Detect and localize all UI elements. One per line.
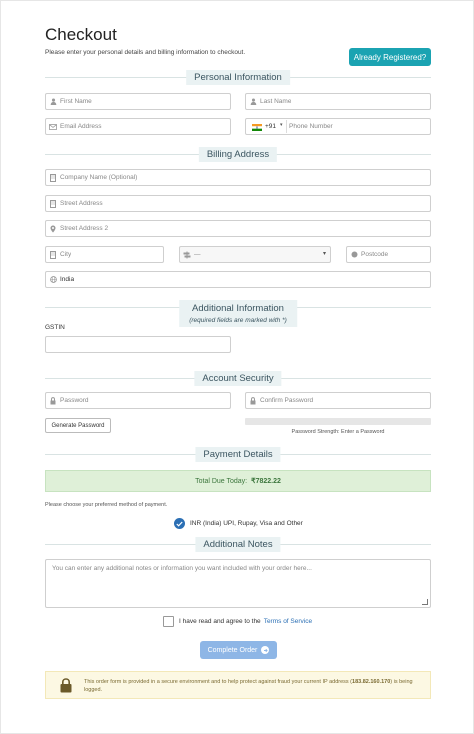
country-select[interactable] (45, 271, 431, 288)
section-title-notes: Additional Notes (195, 537, 280, 552)
user-icon (246, 94, 260, 109)
signpost-icon (180, 247, 194, 262)
email-placeholder: Email Address (60, 123, 102, 130)
tos-prefix: I have read and agree to the (179, 618, 261, 625)
password-placeholder: Password (60, 397, 89, 404)
map-marker-icon (46, 221, 60, 236)
section-title-additional-text: Additional Information (192, 303, 284, 314)
city-field[interactable] (45, 246, 164, 263)
caret-down-icon: ▾ (322, 251, 326, 257)
tos-checkbox[interactable] (163, 616, 174, 627)
payment-method-instructions: Please choose your preferred method of payment. (45, 502, 168, 508)
building-icon (46, 247, 60, 262)
complete-order-button[interactable] (200, 641, 277, 659)
section-title-payment: Payment Details (195, 447, 280, 462)
password-strength-bar (245, 418, 431, 425)
total-due-value: ₹7822.22 (251, 478, 281, 485)
radio-checked-icon[interactable] (174, 518, 185, 529)
first-name-placeholder: First Name (60, 98, 92, 105)
total-due-label: Total Due Today: (195, 477, 248, 485)
state-value: — (194, 251, 201, 258)
payment-method-label: INR (India) UPI, Rupay, Visa and Other (190, 520, 303, 527)
secure-environment-notice (45, 671, 431, 699)
last-name-placeholder: Last Name (260, 98, 292, 105)
india-flag-icon[interactable] (252, 124, 262, 131)
street-address-2-field[interactable] (45, 220, 431, 237)
payment-method-option[interactable] (174, 518, 303, 529)
user-icon (46, 94, 60, 109)
caret-down-icon[interactable]: ▾ (280, 122, 283, 128)
phone-placeholder: Phone Number (289, 123, 333, 130)
password-field[interactable] (45, 392, 231, 409)
postcode-field[interactable] (346, 246, 431, 263)
lock-icon (46, 393, 60, 408)
globe-icon (46, 272, 60, 287)
street-address-field[interactable] (45, 195, 431, 212)
street2-placeholder: Street Address 2 (60, 225, 109, 232)
ip-address: 183.82.160.170 (352, 679, 391, 685)
gstin-field[interactable] (45, 336, 231, 353)
lock-icon (60, 678, 72, 695)
section-title-security: Account Security (194, 371, 281, 386)
confirm-password-placeholder: Confirm Password (260, 397, 314, 404)
country-code[interactable]: +91 (265, 123, 277, 130)
gstin-label: GSTIN (45, 324, 65, 331)
arrow-right-circle-icon (261, 646, 269, 654)
building-icon (46, 170, 60, 185)
complete-order-label: Complete Order (207, 646, 258, 654)
already-registered-button[interactable]: Already Registered? (349, 48, 431, 66)
envelope-icon (46, 119, 60, 134)
section-title-personal: Personal Information (186, 70, 290, 85)
state-select[interactable] (179, 246, 331, 263)
company-placeholder: Company Name (Optional) (60, 174, 138, 181)
total-due-bar (45, 470, 431, 492)
password-strength-text: Password Strength: Enter a Password (291, 429, 385, 435)
confirm-password-field[interactable] (245, 392, 431, 409)
generate-password-button[interactable]: Generate Password (45, 418, 111, 433)
last-name-field[interactable] (245, 93, 431, 110)
tos-link[interactable]: Terms of Service (263, 618, 313, 625)
company-name-field[interactable] (45, 169, 431, 186)
notes-placeholder: You can enter any additional notes or information you want included with your order here... (52, 565, 312, 572)
lock-icon (246, 393, 260, 408)
required-note: (required fields are marked with *) (189, 317, 287, 324)
tos-agreement (163, 616, 312, 627)
page-title: Checkout (45, 25, 117, 44)
email-field[interactable] (45, 118, 231, 135)
divider (286, 120, 287, 133)
section-title-additional (179, 300, 297, 327)
page-subtitle: Please enter your personal details and billing information to checkout. (45, 49, 246, 56)
country-value: India (60, 276, 75, 283)
resize-handle-icon[interactable] (422, 599, 428, 605)
secure-notice-text-after: ) is being logged. (84, 679, 413, 693)
first-name-field[interactable] (45, 93, 231, 110)
section-title-billing: Billing Address (199, 147, 277, 162)
phone-field[interactable] (245, 118, 431, 135)
secure-notice-text-before: This order form is provided in a secure environment and to help protect against fraud your current IP address ( (84, 679, 353, 685)
street-placeholder: Street Address (60, 200, 103, 207)
city-placeholder: City (60, 251, 72, 258)
secure-notice-text (84, 678, 424, 694)
circle-icon (347, 247, 361, 262)
postcode-placeholder: Postcode (361, 251, 389, 258)
building-icon (46, 196, 60, 211)
notes-textarea[interactable] (45, 559, 431, 608)
